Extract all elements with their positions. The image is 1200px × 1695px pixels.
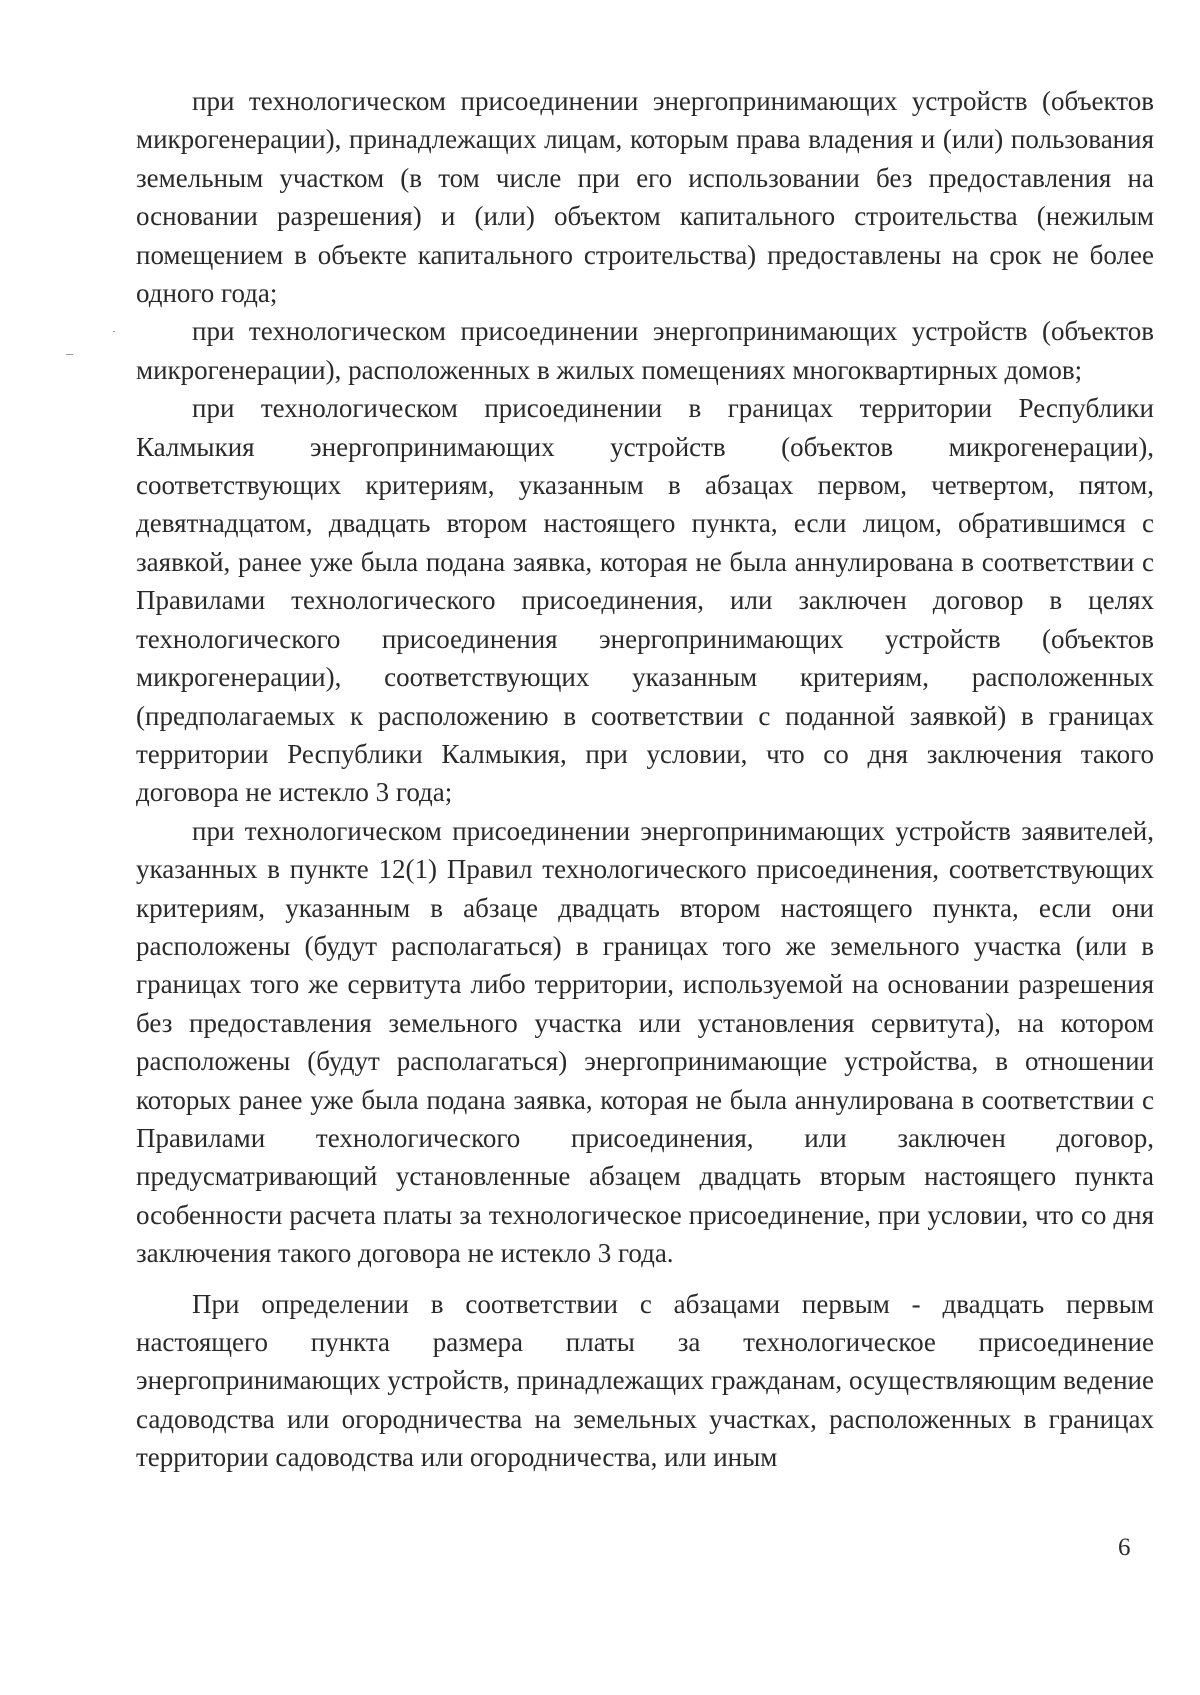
paragraph-4: при технологическом присоединении энергопринимающих устройств заявителей, указанных в пункте 12(1) Правил технологического присоединения, соответствующих критериям, указанным в абзаце двадцать втором настоящего пункта, если они расположены (будут располагаться) в границах того же земельного участка (или в границах того же сервитута либо территории, используемой на основании разрешения без предоставления земельного участка или установления сервитута), на котором расположены (будут располагаться) энергопринимающие устройства, в отношении которых ранее уже была подана заявка, которая не была аннулирована в соответствии с Правилами технологического присоединения, или заключен договор, предусматривающий установленные абзацем двадцать вторым настоящего пункта особенности расчета платы за технологическое присоединение, при условии, что со дня заключения такого договора не истекло 3 года. <box>136 815 1154 1269</box>
document-body <box>136 82 1154 1477</box>
paragraph-1: при технологическом присоединении энергопринимающих устройств (объектов микрогенерации), принадлежащих лицам, которым права владения и (или) пользования земельным участком (в том числе при его использовании без предоставления на основании разрешения) и (или) объектом капитального строительства (нежилым помещением в объекте капитального строительства) предоставлены на срок не более одного года; <box>136 86 1154 309</box>
page-number: 6 <box>1118 1534 1131 1561</box>
paragraph-2: при технологическом присоединении энергопринимающих устройств (объектов микрогенерации), расположенных в жилых помещениях многоквартирных домов; <box>136 316 1154 385</box>
paragraph-5: При определении в соответствии с абзацами первым - двадцать первым настоящего пункта размера платы за технологическое присоединение энергопринимающих устройств, принадлежащих гражданам, осуществляющим ведение садоводства или огородничества на земельных участках, расположенных в границах территории садоводства или огородничества, или иным <box>136 1288 1154 1473</box>
paragraph-3: при технологическом присоединении в границах территории Республики Калмыкия энергопринимающих устройств (объектов микрогенерации), соответствующих критериям, указанным в абзацах первом, четвертом, пятом, девятнадцатом, двадцать втором настоящего пункта, если лицом, обратившимся с заявкой, ранее уже была подана заявка, которая не была аннулирована в соответствии с Правилами технологического присоединения, или заключен договор в целях технологического присоединения энергопринимающих устройств (объектов микрогенерации), соответствующих указанным критериям, расположенных (предполагаемых к расположению в соответствии с поданной заявкой) в границах территории Республики Калмыкия, при условии, что со дня заключения такого договора не истекло 3 года; <box>136 393 1154 808</box>
scan-artifact-mark <box>66 354 73 355</box>
scan-artifact-mark <box>113 331 115 332</box>
